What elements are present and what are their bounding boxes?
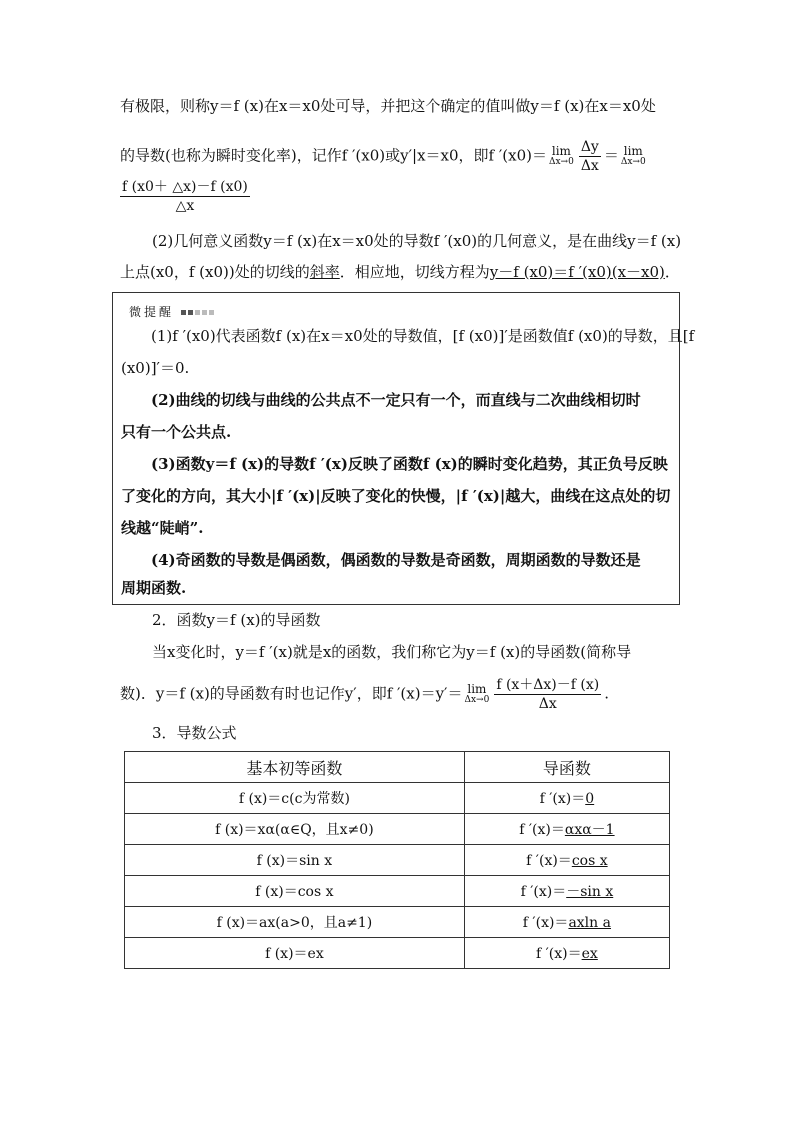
- table-header: 基本初等函数: [125, 752, 465, 783]
- lim-text-3: lim: [467, 681, 487, 696]
- section2-heading: 2．函数y＝f (x)的导函数: [152, 611, 321, 629]
- period: .: [604, 684, 610, 703]
- table-row: [125, 907, 670, 938]
- frac-den-3: △x: [175, 198, 195, 214]
- table-cell-derivative: [464, 907, 669, 938]
- derivative-answer: －sin x: [566, 884, 614, 900]
- derivative-answer: ex: [581, 946, 598, 962]
- table-header: 导函数: [464, 752, 669, 783]
- derivative-prefix: f ′(x)＝: [539, 791, 586, 807]
- square-icon: [202, 310, 207, 315]
- derivative-formula-table: [124, 751, 670, 969]
- square-icon: [209, 310, 214, 315]
- para2-line1: (2)几何意义函数y＝f (x)在x＝x0处的导数f ′(x0)的几何意义，是在曲线y＝f (x): [152, 232, 682, 250]
- tip-box: [112, 292, 695, 605]
- derivative-prefix: f ′(x)＝: [522, 915, 569, 931]
- tip-item-3b: 了变化的方向，其大小|f ′(x)|反映了变化的快慢，|f ′(x)|越大，曲线在这点处的切: [121, 487, 671, 505]
- para2-text-a: 上点(x0，f (x0))处的切线的: [120, 263, 310, 281]
- lim-sub-3: Δx→0: [464, 694, 490, 705]
- tip-item-1a: (1)f ′(x0)代表函数f (x)在x＝x0处的导数值，[f (x0)]′是函数值f (x0)的导数，且[f: [151, 327, 695, 345]
- table-row: [125, 845, 670, 876]
- section2-line1: 当x变化时，y＝f ′(x)就是x的函数，我们称它为y＝f (x)的导函数(简称导: [152, 643, 632, 661]
- table-header-row: [125, 752, 670, 783]
- tip-item-3c: 线越“陡峭”.: [121, 519, 204, 537]
- lim-sub: Δx→0: [548, 156, 574, 167]
- para2-text-c: ．: [664, 263, 680, 281]
- table-cell-function: f (x)＝ex: [125, 938, 465, 969]
- slope-answer: 斜率: [309, 263, 340, 281]
- table-row: [125, 783, 670, 814]
- limit-symbol-3: [464, 681, 490, 706]
- square-icon: [181, 310, 186, 315]
- para1-line2: [120, 138, 648, 175]
- fraction-derivative: [494, 676, 601, 713]
- table-cell-derivative: [464, 783, 669, 814]
- table-cell-derivative: [464, 845, 669, 876]
- tangent-equation-answer: y－f (x0)＝f ′(x0)(x－x0): [489, 263, 665, 281]
- limit-symbol-2: [620, 143, 646, 168]
- section3-heading: 3．导数公式: [152, 724, 237, 742]
- table-row: [125, 814, 670, 845]
- fraction-increment: [120, 178, 250, 215]
- tip-item-1b: (x0)]′＝0.: [121, 359, 190, 377]
- para1-line3: [120, 178, 253, 215]
- derivative-prefix: f ′(x)＝: [519, 822, 565, 838]
- derivative-answer: αxα－1: [564, 822, 615, 838]
- derivative-answer: 0: [585, 791, 595, 807]
- table-row: [125, 876, 670, 907]
- table-cell-function: f (x)＝xα(α∈Q，且x≠0): [125, 814, 465, 845]
- para2-text-b: ．相应地，切线方程为: [339, 263, 490, 281]
- table-cell-derivative: [464, 814, 669, 845]
- frac-num: Δy: [580, 139, 599, 155]
- lim-text-2: lim: [623, 143, 643, 158]
- table-cell-function: f (x)＝ax(a>0，且a≠1): [125, 907, 465, 938]
- tip-item-4b: 周期函数.: [121, 579, 187, 597]
- tip-item-3a: (3)函数y＝f (x)的导数f ′(x)反映了函数f (x)的瞬时变化趋势，其正负号反映: [151, 455, 668, 473]
- section2-line2: [120, 676, 609, 713]
- table-cell-derivative: [464, 876, 669, 907]
- frac-den-4: Δx: [538, 696, 557, 712]
- fraction-dy-dx: [579, 138, 601, 175]
- square-icon: [188, 310, 193, 315]
- derivative-prefix: f ′(x)＝: [520, 884, 567, 900]
- tip-item-2a: (2)曲线的切线与曲线的公共点不一定只有一个，而直线与二次曲线相切时: [151, 391, 641, 409]
- para1-line2-text: 的导数(也称为瞬时变化率)，记作f ′(x0)或y′|x＝x0，即f ′(x0)＝: [120, 146, 547, 165]
- para1-line1: 有极限，则称y＝f (x)在x＝x0处可导，并把这个确定的值叫做y＝f (x)在x＝x0处: [120, 97, 656, 115]
- frac-den: Δx: [580, 158, 599, 174]
- equals: ＝: [603, 146, 619, 165]
- tip-item-4a: (4)奇函数的导数是偶函数，偶函数的导数是奇函数，周期函数的导数还是: [151, 551, 641, 569]
- section2-text: 数)．y＝f (x)的导函数有时也记作y′，即f ′(x)＝y′＝: [120, 684, 463, 703]
- tip-title: [129, 303, 216, 320]
- derivative-prefix: f ′(x)＝: [535, 946, 582, 962]
- square-icon: [195, 310, 200, 315]
- frac-num-3: f (x0＋ △x)－f (x0): [122, 179, 248, 195]
- lim-text: lim: [551, 143, 571, 158]
- table-cell-derivative: [464, 938, 669, 969]
- derivative-prefix: f ′(x)＝: [526, 853, 572, 869]
- limit-symbol: [548, 143, 574, 168]
- derivative-answer: axln a: [568, 915, 611, 931]
- derivative-answer: cos x: [571, 853, 608, 869]
- tip-title-text: 微提醒: [129, 305, 175, 319]
- table-cell-function: f (x)＝cos x: [125, 876, 465, 907]
- tip-item-2b: 只有一个公共点.: [121, 423, 232, 441]
- table-row: [125, 938, 670, 969]
- frac-num-4: f (x＋Δx)－f (x): [496, 677, 600, 693]
- table-cell-function: f (x)＝sin x: [125, 845, 465, 876]
- lim-sub-2: Δx→0: [620, 156, 646, 167]
- para2-line2: [120, 261, 680, 283]
- table-cell-function: f (x)＝c(c为常数): [125, 783, 465, 814]
